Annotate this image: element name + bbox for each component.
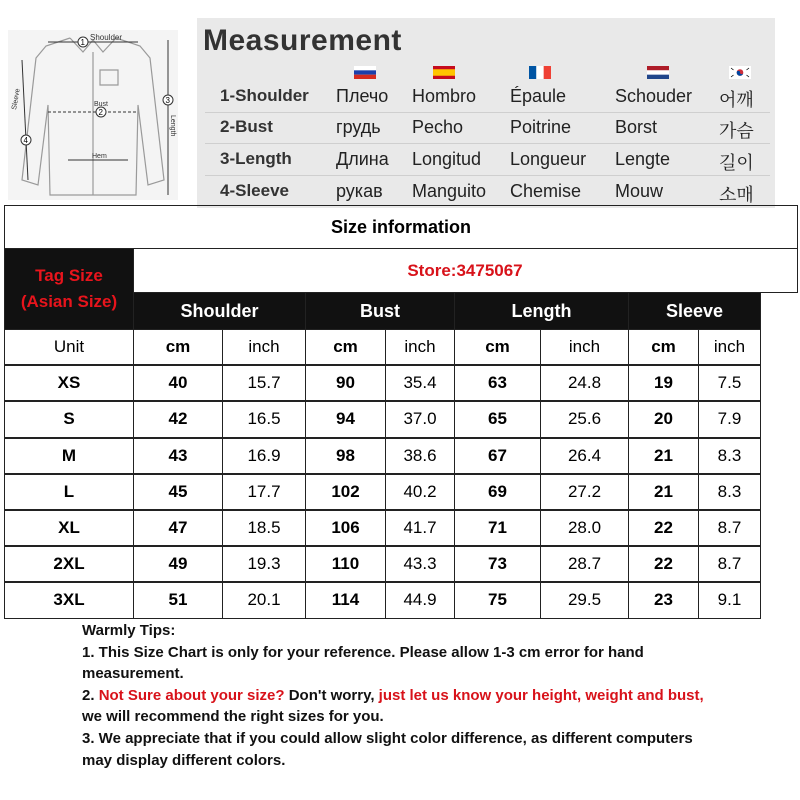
- length-header: Length: [454, 292, 629, 330]
- tip-2-prefix: 2.: [82, 686, 99, 704]
- korean-term: 소매: [719, 185, 754, 205]
- size-label: XS: [4, 365, 134, 401]
- measurement-title: Measurement: [203, 24, 402, 57]
- size-value-cell: 65: [454, 401, 541, 437]
- measurement-label: 2-Bust: [220, 117, 273, 136]
- bust-diagram-label: Bust: [94, 101, 109, 108]
- tips-heading: Warmly Tips:: [82, 622, 176, 639]
- tip-3: 3. We appreciate that if you could allow slight color difference, as different computers may display different colors.: [82, 729, 693, 769]
- size-value-cell: 8.7: [698, 546, 761, 582]
- size-value-cell: 19: [628, 365, 699, 401]
- size-value-cell: 16.9: [222, 438, 306, 474]
- dutch-term: Lengte: [615, 149, 671, 169]
- size-info-title: Size information: [4, 205, 798, 249]
- size-value-cell: 22: [628, 546, 699, 582]
- size-value-cell: 102: [305, 474, 386, 510]
- spanish-term: Hombro: [412, 86, 477, 106]
- measurement-label: 1-Shoulder: [220, 86, 309, 105]
- unit-inch-cell: inch: [698, 329, 761, 365]
- size-value-cell: 7.9: [698, 401, 761, 437]
- measurement-row: [205, 113, 770, 144]
- sleeve-diagram-label: Sleeve: [11, 88, 22, 111]
- size-value-cell: 18.5: [222, 510, 306, 546]
- size-value-cell: 40.2: [385, 474, 455, 510]
- tip-2-highlight-2: just let us know your height, weight and bust,: [378, 686, 704, 704]
- dutch-term: Mouw: [615, 181, 664, 201]
- size-value-cell: 27.2: [540, 474, 629, 510]
- size-table: [4, 205, 798, 615]
- shirt-outline-icon: [8, 30, 178, 200]
- tip-2-highlight-1: Not Sure about your size?: [98, 686, 285, 704]
- size-value-cell: 22: [628, 510, 699, 546]
- size-value-cell: 16.5: [222, 401, 306, 437]
- unit-cm-cell: cm: [628, 329, 699, 365]
- tag-size-header: [4, 248, 134, 330]
- russian-term: грудь: [336, 117, 381, 137]
- size-value-cell: 19.3: [222, 546, 306, 582]
- size-value-cell: 44.9: [385, 582, 455, 618]
- blank-cell: [760, 292, 798, 330]
- size-value-cell: 67: [454, 438, 541, 474]
- size-value-cell: 7.5: [698, 365, 761, 401]
- size-value-cell: 63: [454, 365, 541, 401]
- size-value-cell: 29.5: [540, 582, 629, 618]
- tip-1: 1. This Size Chart is only for your reference. Please allow 1-3 cm error for hand measurement.: [82, 643, 644, 683]
- marker-2: 2: [98, 108, 103, 117]
- korea-flag-icon: [729, 66, 751, 79]
- size-value-cell: 25.6: [540, 401, 629, 437]
- unit-cm-cell: cm: [454, 329, 541, 365]
- size-value-cell: 9.1: [698, 582, 761, 618]
- marker-1: 1: [80, 38, 85, 47]
- size-value-cell: 8.3: [698, 438, 761, 474]
- size-value-cell: 49: [133, 546, 223, 582]
- size-value-cell: 94: [305, 401, 386, 437]
- size-label: S: [4, 401, 134, 437]
- unit-cm-cell: cm: [305, 329, 386, 365]
- tip-2-middle: Don't worry,: [284, 686, 379, 704]
- size-value-cell: 45: [133, 474, 223, 510]
- korean-term: 어깨: [719, 90, 754, 110]
- size-value-cell: 69: [454, 474, 541, 510]
- length-diagram-label: Length: [169, 115, 176, 137]
- french-term: Chemise: [510, 181, 582, 201]
- unit-cm-cell: cm: [133, 329, 223, 365]
- dutch-term: Schouder: [615, 86, 693, 106]
- size-value-cell: 37.0: [385, 401, 455, 437]
- size-value-cell: 20: [628, 401, 699, 437]
- size-value-cell: 51: [133, 582, 223, 618]
- unit-inch-cell: inch: [222, 329, 306, 365]
- size-value-cell: 17.7: [222, 474, 306, 510]
- size-value-cell: 114: [305, 582, 386, 618]
- size-value-cell: 42: [133, 401, 223, 437]
- korean-term: 가슴: [719, 121, 754, 141]
- size-value-cell: 24.8: [540, 365, 629, 401]
- france-flag-icon: [529, 66, 551, 79]
- spanish-term: Longitud: [412, 149, 482, 169]
- french-term: Longueur: [510, 149, 587, 169]
- measurement-label: 4-Sleeve: [220, 181, 289, 200]
- size-value-cell: 40: [133, 365, 223, 401]
- size-label: 2XL: [4, 546, 134, 582]
- shoulder-header: Shoulder: [133, 292, 306, 330]
- asian-size-label: (Asian Size): [20, 292, 118, 311]
- tag-size-label: Tag Size: [35, 266, 103, 285]
- size-value-cell: 28.7: [540, 546, 629, 582]
- size-value-cell: 21: [628, 474, 699, 510]
- marker-3: 3: [165, 96, 170, 105]
- size-value-cell: 71: [454, 510, 541, 546]
- french-term: Épaule: [510, 86, 567, 106]
- marker-4: 4: [23, 136, 28, 145]
- unit-inch-cell: inch: [540, 329, 629, 365]
- size-value-cell: 38.6: [385, 438, 455, 474]
- spanish-term: Pecho: [412, 117, 464, 137]
- size-value-cell: 15.7: [222, 365, 306, 401]
- size-value-cell: 106: [305, 510, 386, 546]
- sleeve-header: Sleeve: [628, 292, 761, 330]
- spain-flag-icon: [433, 66, 455, 79]
- size-value-cell: 41.7: [385, 510, 455, 546]
- size-value-cell: 43: [133, 438, 223, 474]
- measurement-row: [205, 145, 770, 176]
- russia-flag-icon: [354, 66, 376, 79]
- size-label: XL: [4, 510, 134, 546]
- spanish-term: Manguito: [412, 181, 487, 201]
- russian-term: Плечо: [336, 86, 389, 106]
- size-value-cell: 98: [305, 438, 386, 474]
- size-value-cell: 28.0: [540, 510, 629, 546]
- size-value-cell: 20.1: [222, 582, 306, 618]
- tip-2: [82, 685, 722, 728]
- store-label: Store:3475067: [133, 248, 798, 293]
- size-value-cell: 75: [454, 582, 541, 618]
- measurement-row: [205, 177, 770, 207]
- shoulder-diagram-label: Shoulder: [90, 33, 123, 42]
- size-value-cell: 23: [628, 582, 699, 618]
- russian-term: Длина: [336, 149, 389, 169]
- size-label: 3XL: [4, 582, 134, 618]
- size-value-cell: 73: [454, 546, 541, 582]
- netherlands-flag-icon: [647, 66, 669, 79]
- size-label: L: [4, 474, 134, 510]
- korean-term: 길이: [719, 153, 754, 173]
- russian-term: рукав: [336, 181, 383, 201]
- measurement-label: 3-Length: [220, 149, 292, 168]
- warm-tips: [82, 620, 722, 771]
- measurement-row: [205, 82, 770, 113]
- size-value-cell: 90: [305, 365, 386, 401]
- size-value-cell: 21: [628, 438, 699, 474]
- size-value-cell: 8.7: [698, 510, 761, 546]
- size-value-cell: 26.4: [540, 438, 629, 474]
- shirt-diagram: [8, 30, 178, 200]
- french-term: Poitrine: [510, 117, 572, 137]
- unit-inch-cell: inch: [385, 329, 455, 365]
- size-label: M: [4, 438, 134, 474]
- size-value-cell: 110: [305, 546, 386, 582]
- unit-label: Unit: [4, 329, 134, 365]
- size-value-cell: 8.3: [698, 474, 761, 510]
- size-value-cell: 35.4: [385, 365, 455, 401]
- size-value-cell: 47: [133, 510, 223, 546]
- bust-header: Bust: [305, 292, 455, 330]
- tip-2-end: we will recommend the right sizes for you.: [82, 708, 384, 726]
- size-value-cell: 43.3: [385, 546, 455, 582]
- dutch-term: Borst: [615, 117, 658, 137]
- hem-diagram-label: Hem: [92, 153, 107, 160]
